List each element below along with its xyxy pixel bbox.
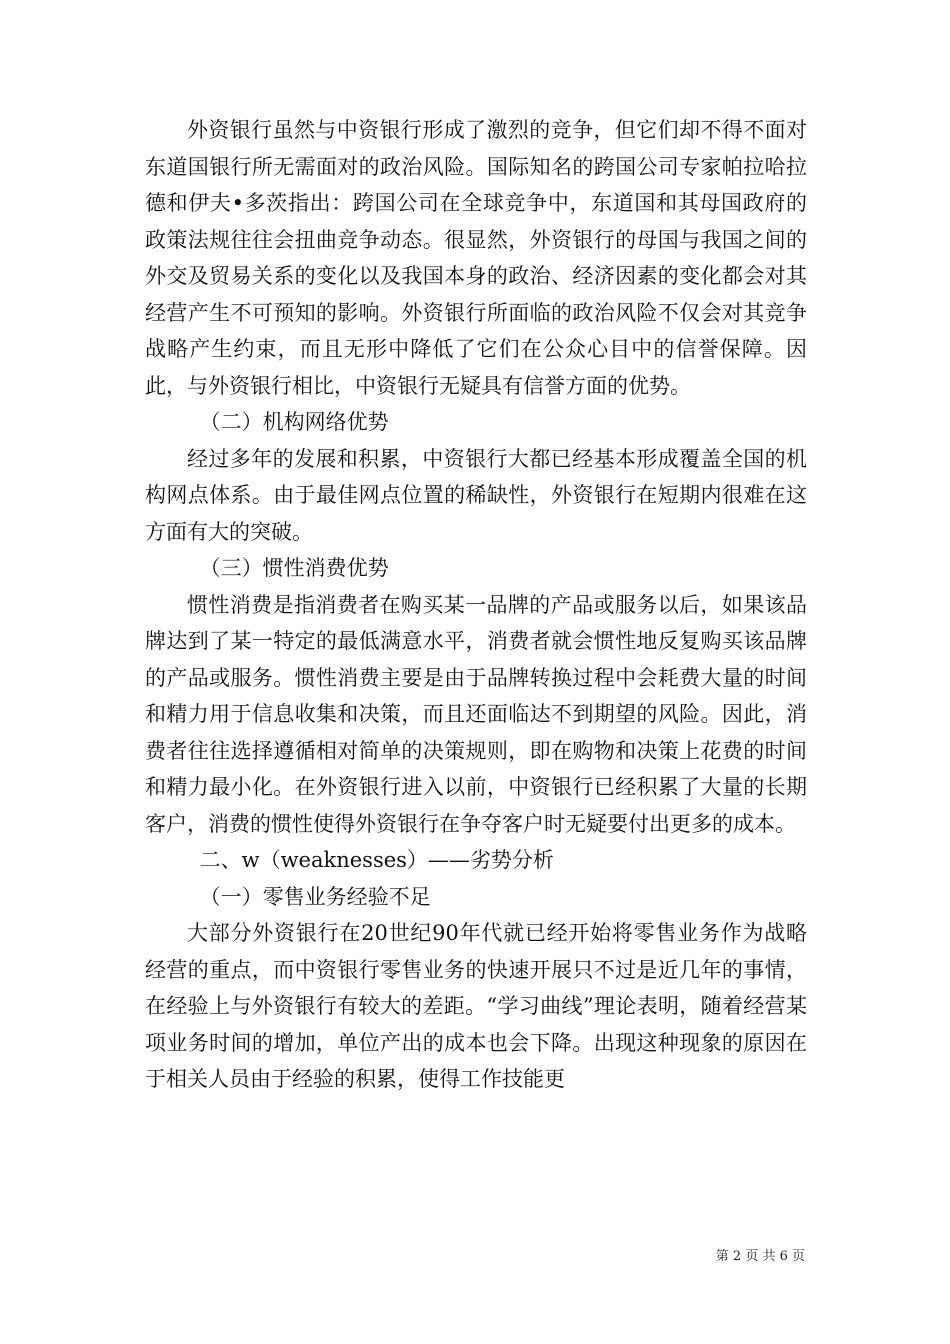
heading-inertia-consumption: （三）惯性消费优势 (199, 556, 389, 580)
paragraph-inertia-consumption: 惯性消费是指消费者在购买某一品牌的产品或服务以后，如果该品牌达到了某一特定的最低满意水平，消费者就会惯性地反复购买该品牌的产品或服务。惯性消费主要是由于品牌转换过程中会耗费大量的时间和精力用于信息收集和决策，而且还面临达不到期望的风险。因此，消费者往往选择遵循相对简单的决策规则，即在购物和决策上花费的时间和精力最小化。在外资银行进入以前，中资银行已经积累了大量的长期客户，消费的惯性使得外资银行在争夺客户时无疑要付出更多的成本。 (145, 592, 807, 836)
heading-retail-experience: （一）零售业务经验不足 (199, 884, 431, 909)
heading-network-advantage: （二）机构网络优势 (199, 410, 389, 434)
document-body (145, 112, 807, 1098)
page-number-footer: 第 2 页 共 6 页 (715, 1249, 805, 1264)
section-heading-weaknesses: 二、w（weaknesses）——劣势分析 (199, 848, 554, 872)
paragraph-retail-experience: 大部分外资银行在20世纪90年代就已经开始将零售业务作为战略经营的重点，而中资银行零售业务的快速开展只不过是近几年的事情，在经验上与外资银行有较大的差距。“学习曲线”理论表明，随着经营某项业务时间的增加，单位产出的成本也会下降。出现这种现象的原因在于相关人员由于经验的积累，使得工作技能更 (145, 921, 807, 1091)
paragraph-political-risk: 外资银行虽然与中资银行形成了激烈的竞争，但它们却不得不面对东道国银行所无需面对的政治风险。国际知名的跨国公司专家帕拉哈拉德和伊夫•多茨指出：跨国公司在全球竞争中，东道国和其母国政府的政策法规往往会扭曲竞争动态。很显然，外资银行的母国与我国之间的外交及贸易关系的变化以及我国本身的政治、经济因素的变化都会对其经营产生不可预知的影响。外资银行所面临的政治风险不仅会对其竞争战略产生约束，而且无形中降低了它们在公众心目中的信誉保障。因此，与外资银行相比，中资银行无疑具有信誉方面的优势。 (145, 118, 807, 398)
paragraph-network-advantage: 经过多年的发展和积累，中资银行大都已经基本形成覆盖全国的机构网点体系。由于最佳网点位置的稀缺性，外资银行在短期内很难在这方面有大的突破。 (145, 446, 807, 544)
